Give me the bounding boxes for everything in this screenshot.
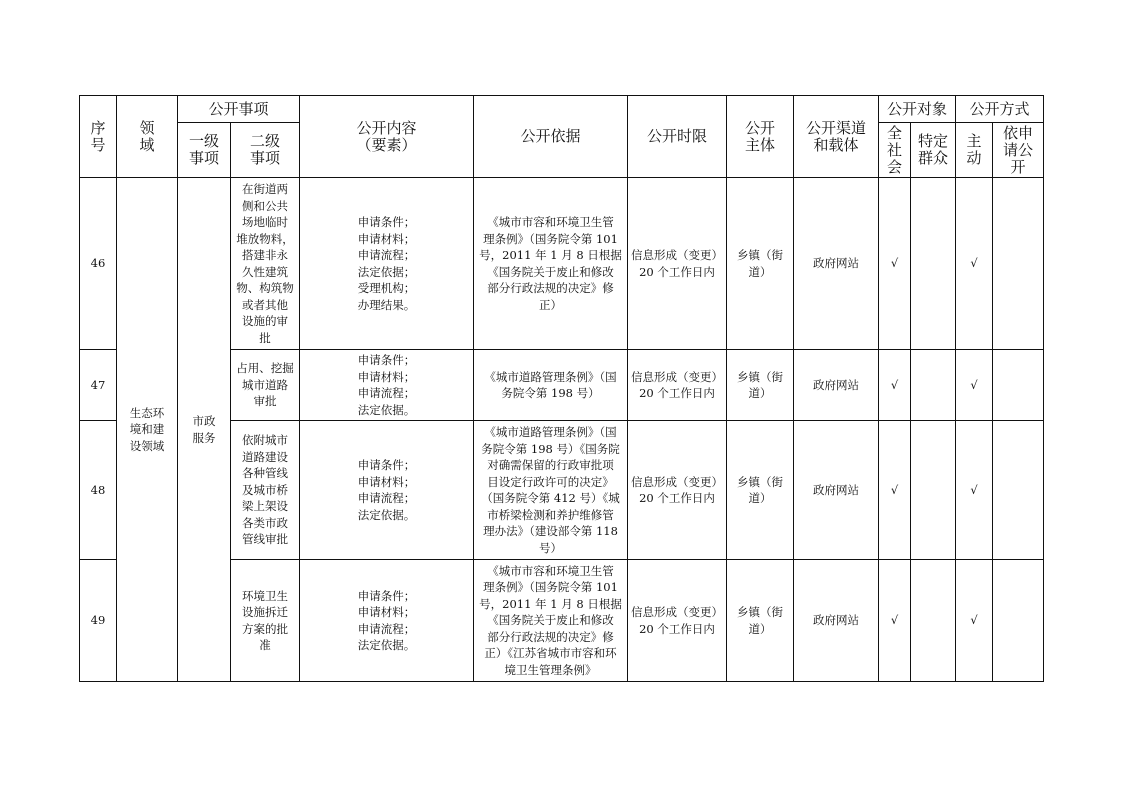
row-content: 申请条件； 申请材料； 申请流程； 法定依据。 [300, 350, 474, 421]
row-specific-groups [911, 560, 956, 682]
header-items: 公开事项 [178, 96, 300, 123]
row-level2: 占用、挖掘 城市道路 审批 [231, 350, 300, 421]
row-specific-groups [911, 350, 956, 421]
row-subject: 乡镇（街 道） [727, 421, 794, 560]
row-on-request [993, 350, 1044, 421]
level1-cell: 市政 服务 [178, 178, 231, 682]
row-content: 申请条件； 申请材料； 申请流程； 法定依据。 [300, 421, 474, 560]
row-channel: 政府网站 [794, 421, 879, 560]
row-time-limit: 信息形成（变更） 20 个工作日内 [628, 178, 727, 350]
header-domain: 领 域 [117, 96, 178, 178]
row-active: √ [956, 421, 993, 560]
header-channel: 公开渠道 和载体 [794, 96, 879, 178]
row-channel: 政府网站 [794, 560, 879, 682]
row-time-limit: 信息形成（变更） 20 个工作日内 [628, 350, 727, 421]
row-on-request [993, 178, 1044, 350]
header-active: 主 动 [956, 123, 993, 178]
row-seq: 47 [80, 350, 117, 421]
header-on-request: 依申 请公 开 [993, 123, 1044, 178]
row-basis: 《城市市容和环境卫生管 理条例》（国务院令第 101 号，2011 年 1 月 8 日根据 《国务院关于废止和修改 部分行政法规的决定》修 正）《江苏省城市市容和环 境卫生管理条例》 [474, 560, 628, 682]
header-specific-groups: 特定 群众 [911, 123, 956, 178]
row-specific-groups [911, 421, 956, 560]
row-subject: 乡镇（街 道） [727, 350, 794, 421]
row-on-request [993, 421, 1044, 560]
row-active: √ [956, 350, 993, 421]
row-basis: 《城市市容和环境卫生管 理条例》（国务院令第 101 号，2011 年 1 月 8 日根据 《国务院关于废止和修改 部分行政法规的决定》修 正） [474, 178, 628, 350]
row-level2: 环境卫生 设施拆迁 方案的批 准 [231, 560, 300, 682]
header-level1: 一级 事项 [178, 123, 231, 178]
domain-cell: 生态环 境和建 设领域 [117, 178, 178, 682]
header-time-limit: 公开时限 [628, 96, 727, 178]
row-all-society: √ [879, 178, 911, 350]
row-level2: 在街道两 侧和公共 场地临时 堆放物料， 搭建非永 久性建筑 物、构筑物 或者其他 设施的审 批 [231, 178, 300, 350]
row-channel: 政府网站 [794, 178, 879, 350]
row-basis: 《城市道路管理条例》（国 务院令第 198 号）《国务院 对确需保留的行政审批项 目设定行政许可的决定》 （国务院令第 412 号）《城 市桥梁检测和养护维修管 理办法》（建设部令第 118 号） [474, 421, 628, 560]
header-level2: 二级 事项 [231, 123, 300, 178]
row-content: 申请条件； 申请材料； 申请流程； 法定依据； 受理机构； 办理结果。 [300, 178, 474, 350]
header-subject: 公开 主体 [727, 96, 794, 178]
row-time-limit: 信息形成（变更） 20 个工作日内 [628, 421, 727, 560]
row-seq: 49 [80, 560, 117, 682]
disclosure-table [79, 95, 1044, 682]
row-active: √ [956, 178, 993, 350]
row-active: √ [956, 560, 993, 682]
row-channel: 政府网站 [794, 350, 879, 421]
table-row [80, 178, 1044, 350]
header-content: 公开内容 （要素） [300, 96, 474, 178]
row-level2: 依附城市 道路建设 各种管线 及城市桥 梁上架设 各类市政 管线审批 [231, 421, 300, 560]
row-basis: 《城市道路管理条例》（国 务院令第 198 号） [474, 350, 628, 421]
row-seq: 46 [80, 178, 117, 350]
row-all-society: √ [879, 560, 911, 682]
row-specific-groups [911, 178, 956, 350]
header-seq: 序 号 [80, 96, 117, 178]
header-method: 公开方式 [956, 96, 1044, 123]
row-subject: 乡镇（街 道） [727, 178, 794, 350]
header-row-1 [80, 96, 1044, 123]
header-all-society: 全 社 会 [879, 123, 911, 178]
row-seq: 48 [80, 421, 117, 560]
row-content: 申请条件； 申请材料； 申请流程； 法定依据。 [300, 560, 474, 682]
header-audience: 公开对象 [879, 96, 956, 123]
row-all-society: √ [879, 421, 911, 560]
row-on-request [993, 560, 1044, 682]
row-subject: 乡镇（街 道） [727, 560, 794, 682]
row-time-limit: 信息形成（变更） 20 个工作日内 [628, 560, 727, 682]
header-basis: 公开依据 [474, 96, 628, 178]
row-all-society: √ [879, 350, 911, 421]
